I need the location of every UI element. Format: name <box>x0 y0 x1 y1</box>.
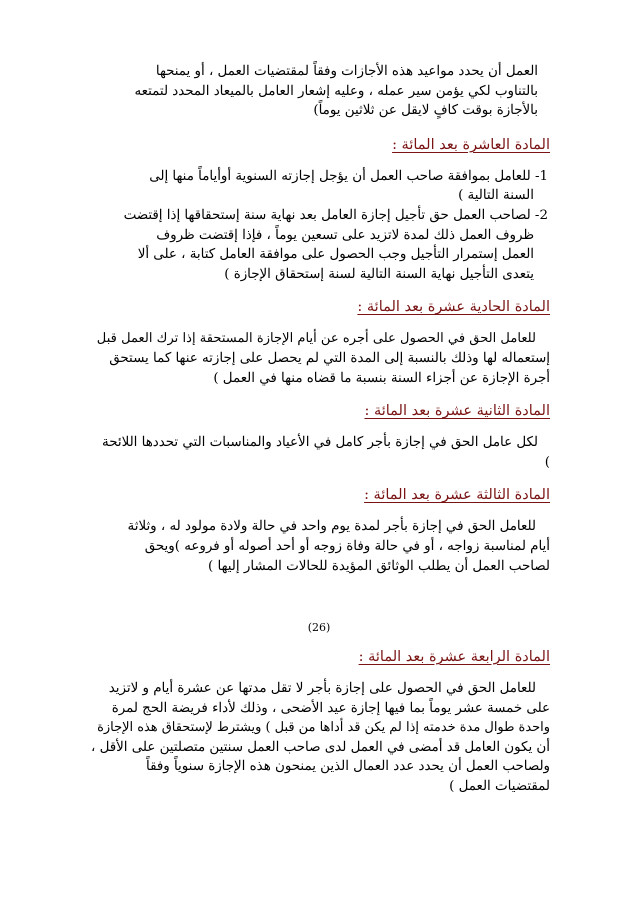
page-number: (26) <box>307 621 331 634</box>
list-item-continuation: السنة التالية ) <box>458 188 534 204</box>
article-heading: المادة الثالثة عشرة بعد المائة : <box>364 487 550 504</box>
article-heading: المادة الثانية عشرة بعد المائة : <box>364 403 550 420</box>
paragraph-line: أيام لمناسبة زواجه ، أو في حالة وفاة زوجه أو أحد أصوله أو فروعه )ويحق <box>144 538 550 554</box>
article-body <box>88 679 550 797</box>
paragraph-line: لصاحب العمل أن يطلب الوثائق المؤيدة للحالات المشار إليها ) <box>208 558 550 574</box>
article-body <box>88 167 550 285</box>
paragraph-line: لكل عامل الحق في إجازة بأجر كامل في الأعياد والمناسبات التي تحددها اللائحة <box>102 435 538 451</box>
paragraph-line: لمقتضيات العمل ) <box>449 778 550 794</box>
list-item-continuation: يتعدى التأجيل نهاية السنة التالية لسنة إستحقاق الإجازة ) <box>224 266 534 282</box>
paragraph-line: للعامل الحق في الحصول على أجره عن أيام الإجازة المستحقة إذا ترك العمل قبل <box>96 331 536 347</box>
article-heading: المادة العاشرة بعد المائة : <box>392 136 550 153</box>
paragraph-line: للعامل الحق في إجازة بأجر لمدة يوم واحد في حالة ولادة مولود له ، وثلاثة <box>127 519 536 535</box>
article-body <box>88 517 550 576</box>
list-item: 1- للعامل بموافقة صاحب العمل أن يؤجل إجازته السنوية أوأياماً منها إلى <box>149 168 548 184</box>
document-page-lower <box>88 647 550 797</box>
paragraph-line: ولصاحب العمل أن يحدد عدد العمال الذين يمنحون هذه الإجازة سنوياً وفقاً <box>145 759 550 775</box>
paragraph-line: بالتناوب لكي يؤمن سير عمله ، وعليه إشعار العامل بالميعاد المحدد لتمتعه <box>134 83 538 99</box>
document-page <box>88 62 550 576</box>
article-heading: المادة الحادية عشرة بعد المائة : <box>357 299 550 316</box>
paragraph-line: أجرة الإجازة عن أجزاء السنة بنسبة ما قضاه منها في العمل ) <box>213 370 550 386</box>
list-item-continuation: العمل إستمرار التأجيل وجب الحصول على موافقة العامل كتابة ، على ألا <box>137 247 534 263</box>
intro-paragraph <box>88 62 550 121</box>
paragraph-line: العمل أن يحدد مواعيد هذه الأجازات وفقاً لمقتضيات العمل ، أو يمنحها <box>155 64 538 79</box>
list-item-continuation: ظروف العمل ذلك لمدة لاتزيد على تسعين يوماً ، فإذا إقتضت ظروف <box>156 227 534 243</box>
paragraph-line: أن يكون العامل قد أمضى في العمل لدى صاحب العمل سنتين متصلتين على الأقل ، <box>91 739 550 755</box>
paragraph-line: واحدة طوال مدة خدمته إذا لم يكن قد أداها من قبل ) ويشترط لإستحقاق هذه الإجازة <box>97 720 550 736</box>
list-item: 2- لصاحب العمل حق تأجيل إجازة العامل بعد نهاية سنة إستحقاقها إذا إقتضت <box>123 207 548 223</box>
paragraph-line: إستعماله لها وذلك بالنسبة إلى المدة التي لم يحصل على إجازته عنها كما يستحق <box>109 350 550 366</box>
paragraph-line: للعامل الحق في الحصول على إجازة بأجر لا تقل مدتها عن عشرة أيام و لاتزيد <box>108 681 536 696</box>
paragraph-line: ) <box>544 454 550 470</box>
article-body <box>88 433 550 472</box>
paragraph-line: بالأجازة بوقت كافٍ لايقل عن ثلاثين يوماً) <box>313 103 538 119</box>
paragraph-line: على خمسة عشر يوماً بما فيها إجازة عيد الأضحى ، وذلك لأداء فريضة الحج لمرة <box>111 700 550 716</box>
article-body <box>88 329 550 388</box>
article-heading: المادة الرابعة عشرة بعد المائة : <box>358 649 550 665</box>
